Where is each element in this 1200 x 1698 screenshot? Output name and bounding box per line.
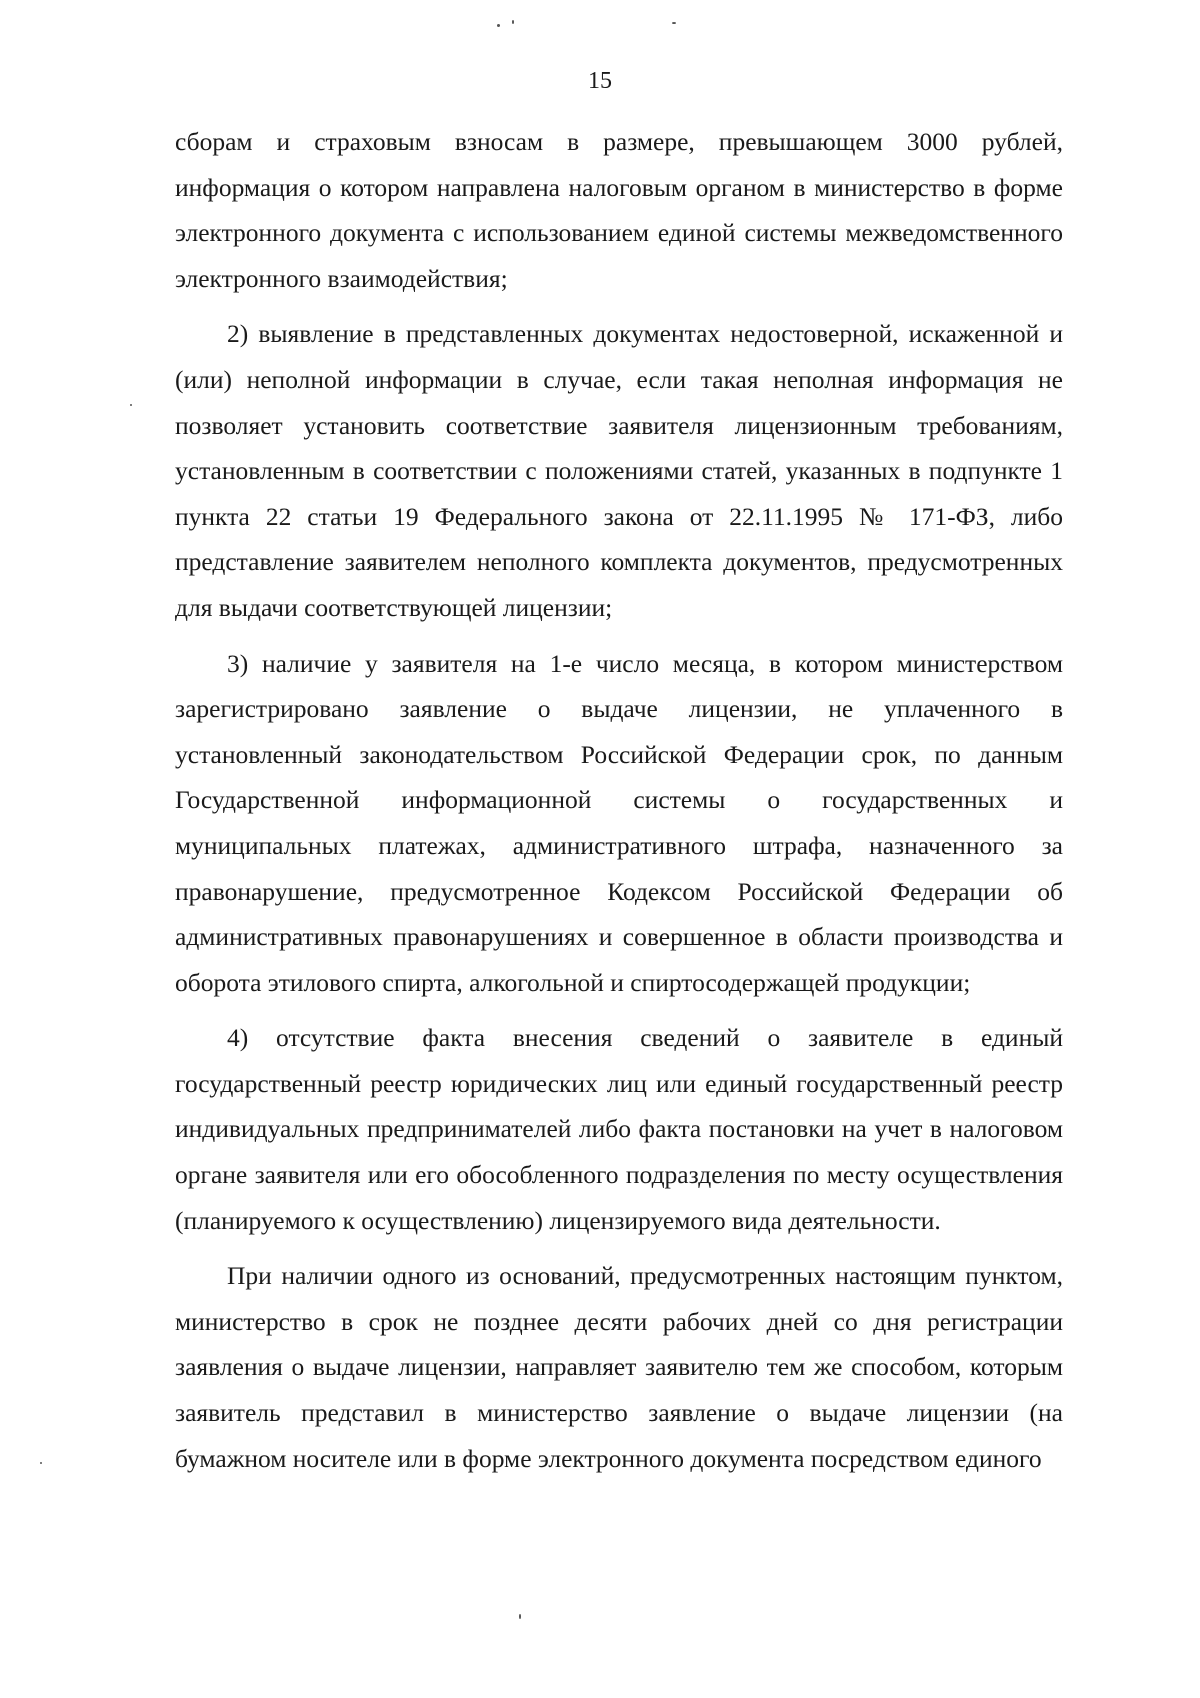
scan-speck	[672, 22, 676, 24]
scan-speck	[519, 1614, 521, 1619]
scan-speck	[40, 1462, 42, 1464]
paragraph-item-3: 3) наличие у заявителя на 1-е число месяца, в котором министерством зарегистрировано заявление о выдаче лицензии, не уплаченного в установленный законодательством Российской Федерации срок, по данным Государственной информационной системы о государственных и муниципальных платежах, административного штрафа, назначенного за правонарушение, предусмотренное Кодексом Российской Федерации об административных правонарушениях и совершенное в области производства и оборота этилового спирта, алкогольной и спиртосодержащей продукции;	[175, 648, 1063, 997]
document-body	[175, 119, 1063, 1481]
scan-speck	[497, 24, 500, 27]
paragraph-continuation: сборам и страховым взносам в размере, превышающем 3000 рублей, информация о котором направлена налоговым органом в министерство в форме электронного документа с использованием единой системы межведомственного электронного взаимодействия;	[175, 127, 1063, 293]
paragraph-conclusion: При наличии одного из оснований, предусмотренных настоящим пунктом, министерство в срок не позднее десяти рабочих дней со дня регистрации заявления о выдаче лицензии, направляет заявителю тем же способом, которым заявитель представил в министерство заявление о выдаче лицензии (на бумажном носителе или в форме электронного документа посредством единого	[175, 1261, 1063, 1473]
scan-speck	[130, 404, 132, 406]
paragraph-item-2: 2) выявление в представленных документах недостоверной, искаженной и (или) неполной информации в случае, если такая неполная информация не позволяет установить соответствие заявителя лицензионным требованиям, установленным в соответствии с положениями статей, указанных в подпункте 1 пункта 22 статьи 19 Федерального закона от 22.11.1995 № 171-ФЗ, либо представление заявителем неполного комплекта документов, предусмотренных для выдачи соответствующей лицензии;	[175, 319, 1063, 622]
page-number: 15	[588, 68, 612, 94]
paragraph-item-4: 4) отсутствие факта внесения сведений о заявителе в единый государственный реестр юридических лиц или единый государственный реестр индивидуальных предпринимателей либо факта постановки на учет в налоговом органе заявителя или его обособленного подразделения по месту осуществления (планируемого к осуществлению) лицензируемого вида деятельности.	[175, 1023, 1063, 1235]
scan-speck	[512, 20, 514, 24]
